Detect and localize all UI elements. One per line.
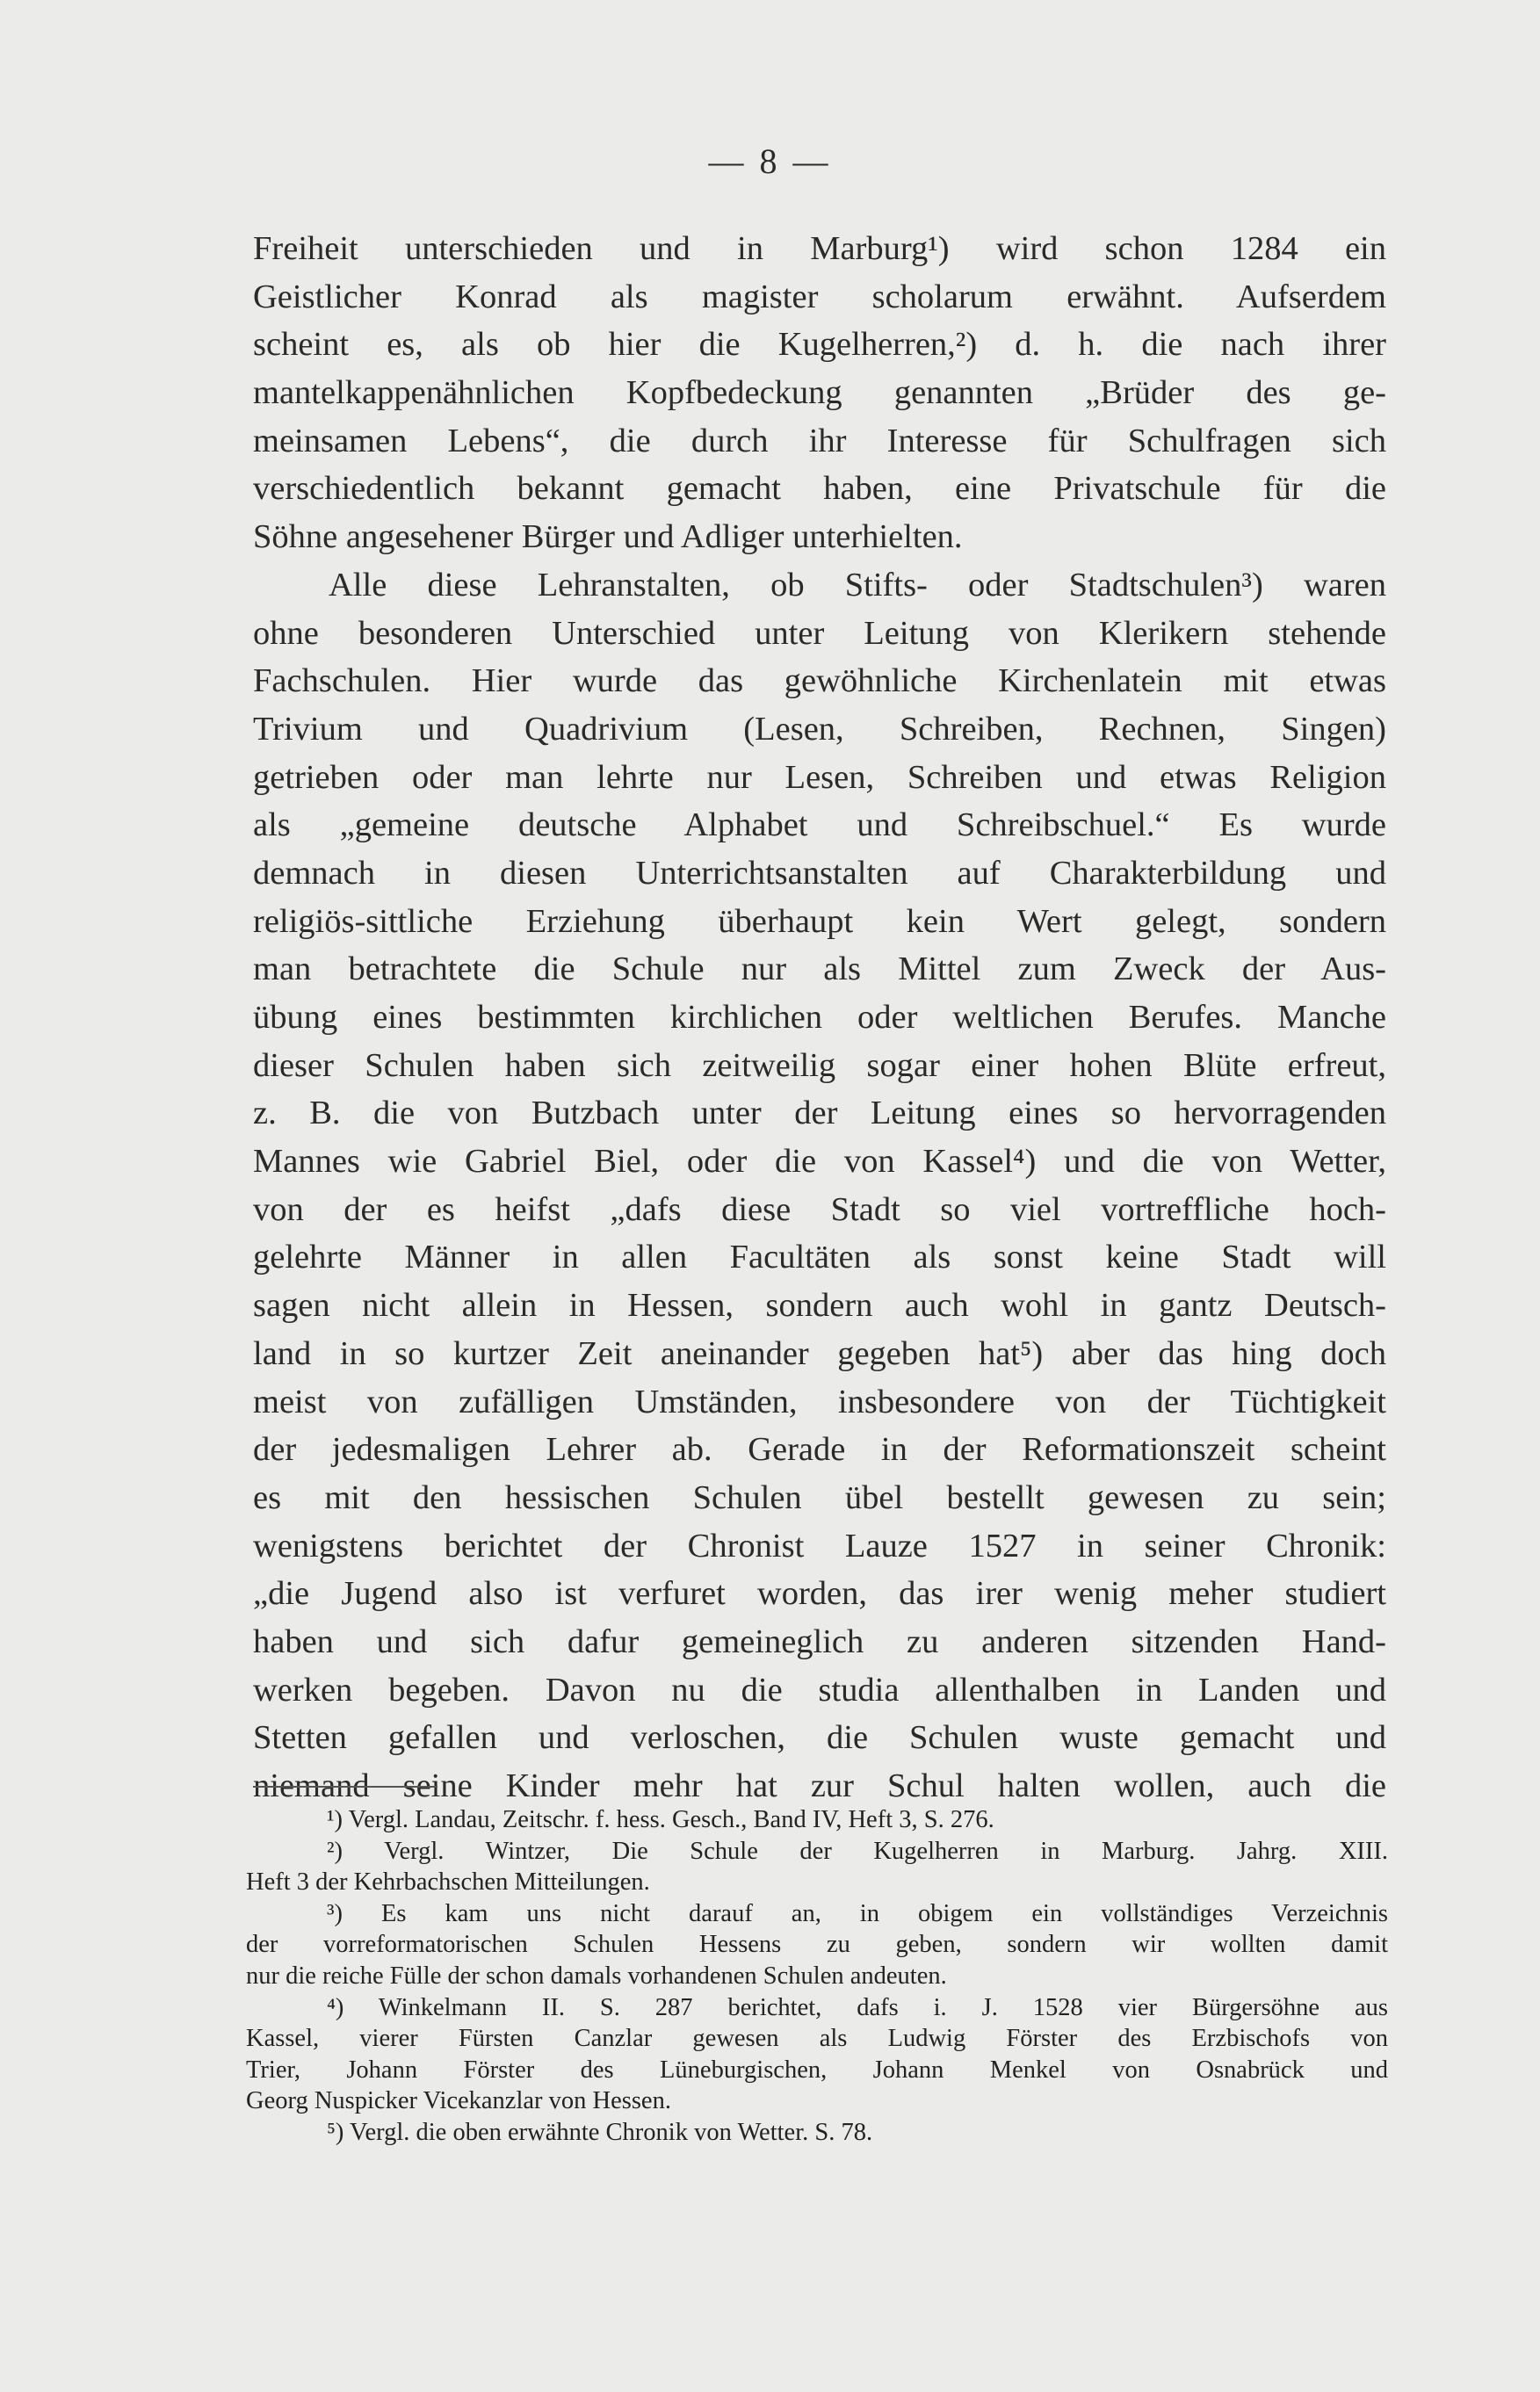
footnotes: [246, 1804, 1388, 2149]
text-line: meinsamen Lebens“, die durch ihr Interesse für Schulfragen sich: [253, 422, 1386, 459]
text-line: getrieben oder man lehrte nur Lesen, Schreiben und etwas Religion: [253, 758, 1386, 796]
text-line: übung eines bestimmten kirchlichen oder weltlichen Berufes. Manche: [253, 999, 1386, 1036]
text-line: meist von zufälligen Umständen, insbesondere von der Tüchtigkeit: [253, 1383, 1386, 1420]
text-line: wenigstens berichtet der Chronist Lauze 1527 in seiner Chronik:: [253, 1527, 1386, 1565]
text-line: es mit den hessischen Schulen übel bestellt gewesen zu sein;: [253, 1478, 1386, 1516]
text-line: der jedesmaligen Lehrer ab. Gerade in der Reformationszeit scheint: [253, 1431, 1386, 1469]
text-line: „die Jugend also ist verfuret worden, das irer wenig meher studiert: [253, 1575, 1386, 1613]
text-line: Stetten gefallen und verloschen, die Schulen wuste gemacht und: [253, 1719, 1386, 1757]
text-line: land in so kurtzer Zeit aneinander gegeben hat⁵) aber das hing doch: [253, 1334, 1386, 1372]
text-line: man betrachtete die Schule nur als Mittel zum Zweck der Aus-: [253, 950, 1386, 988]
text-line: mantelkappenähnlichen Kopfbedeckung genannten „Brüder des ge-: [253, 374, 1386, 412]
text-line: Fachschulen. Hier wurde das gewöhnliche Kirchenlatein mit etwas: [253, 662, 1386, 700]
text-line: Trivium und Quadrivium (Lesen, Schreiben, Rechnen, Singen): [253, 710, 1386, 748]
text-line: gelehrte Männer in allen Facultäten als sonst keine Stadt will: [253, 1239, 1386, 1276]
main-text: [253, 225, 1386, 1810]
text-line: scheint es, als ob hier die Kugelherren,²) d. h. die nach ihrer: [253, 326, 1386, 364]
text-line: verschiedentlich bekannt gemacht haben, eine Privatschule für die: [253, 470, 1386, 508]
footnote-line: Kassel, vierer Fürsten Canzlar gewesen als Ludwig Förster des Erzbischofs von: [246, 2025, 1388, 2053]
text-line: als „gemeine deutsche Alphabet und Schreibschuel.“ Es wurde: [253, 806, 1386, 844]
text-line: Geistlicher Konrad als magister scholarum erwähnt. Aufserdem: [253, 278, 1386, 315]
footnote-line: Georg Nuspicker Vicekanzlar von Hessen.: [246, 2087, 671, 2115]
footnote-line: ⁴) Winkelmann II. S. 287 berichtet, dafs i. J. 1528 vier Bürgersöhne aus: [327, 1993, 1388, 2021]
footnote-line: ²) Vergl. Wintzer, Die Schule der Kugelherren in Marburg. Jahrg. XIII.: [327, 1837, 1388, 1865]
text-line: Söhne angesehener Bürger und Adliger unterhielten.: [253, 518, 963, 556]
footnote-line: ⁵) Vergl. die oben erwähnte Chronik von Wetter. S. 78.: [327, 2118, 873, 2146]
text-line: Mannes wie Gabriel Biel, oder die von Kassel⁴) und die von Wetter,: [253, 1143, 1386, 1181]
text-line: haben und sich dafur gemeineglich zu anderen sitzenden Hand-: [253, 1622, 1386, 1660]
footnote-line: ¹) Vergl. Landau, Zeitschr. f. hess. Gesch., Band IV, Heft 3, S. 276.: [327, 1806, 994, 1833]
footnote-line: der vorreformatorischen Schulen Hessens zu geben, sondern wir wollten damit: [246, 1931, 1388, 1959]
text-line: Alle diese Lehranstalten, ob Stifts- oder Stadtschulen³) waren: [329, 566, 1386, 603]
footnote-divider: [253, 1786, 437, 1788]
footnote-line: Heft 3 der Kehrbachschen Mitteilungen.: [246, 1868, 650, 1897]
text-line: demnach in diesen Unterrichtsanstalten auf Charakterbildung und: [253, 854, 1386, 892]
footnote-line: ³) Es kam uns nicht darauf an, in obigem ein vollständiges Verzeichnis: [327, 1899, 1388, 1927]
text-line: religiös-sittliche Erziehung überhaupt kein Wert gelegt, sondern: [253, 902, 1386, 940]
text-line: dieser Schulen haben sich zeitweilig sogar einer hohen Blüte erfreut,: [253, 1046, 1386, 1084]
text-line: ohne besonderen Unterschied unter Leitung von Klerikern stehende: [253, 614, 1386, 652]
footnote-line: nur die reiche Fülle der schon damals vorhandenen Schulen andeuten.: [246, 1962, 947, 1990]
page-number: — 8 —: [708, 141, 832, 181]
text-line: sagen nicht allein in Hessen, sondern auch wohl in gantz Deutsch-: [253, 1287, 1386, 1325]
text-line: z. B. die von Butzbach unter der Leitung eines so hervorragenden: [253, 1095, 1386, 1132]
text-line: von der es heifst „dafs diese Stadt so viel vortreffliche hoch-: [253, 1190, 1386, 1228]
text-line: Freiheit unterschieden und in Marburg¹) wird schon 1284 ein: [253, 230, 1386, 267]
text-line: niemand seine Kinder mehr hat zur Schul halten wollen, auch die: [253, 1767, 1386, 1804]
footnote-line: Trier, Johann Förster des Lüneburgischen, Johann Menkel von Osnabrück und: [246, 2056, 1388, 2084]
text-line: werken begeben. Davon nu die studia allenthalben in Landen und: [253, 1671, 1386, 1709]
